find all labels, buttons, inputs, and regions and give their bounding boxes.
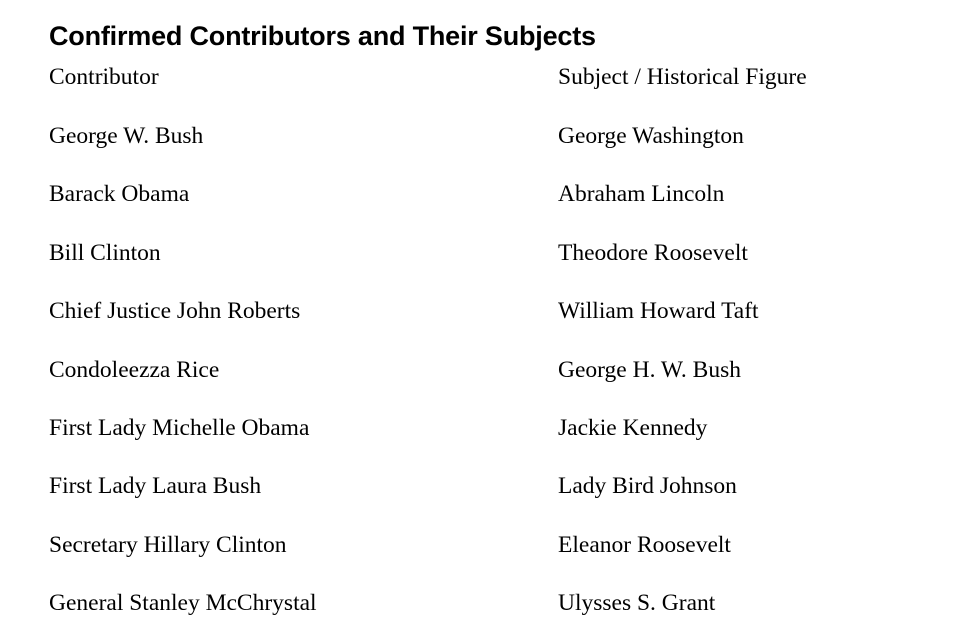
subject-cell: William Howard Taft (558, 298, 759, 325)
table-row (49, 175, 929, 233)
contributor-cell: George W. Bush (49, 123, 204, 149)
table-row (49, 526, 929, 584)
table-row (49, 351, 929, 409)
contributor-cell: First Lady Michelle Obama (49, 414, 310, 441)
subject-cell: Jackie Kennedy (558, 414, 708, 441)
table-row (49, 467, 929, 525)
contributor-cell: Condoleezza Rice (49, 356, 220, 383)
table-header-row (49, 58, 929, 117)
subject-cell: Abraham Lincoln (558, 181, 725, 208)
table-row (49, 409, 929, 467)
subject-cell: Eleanor Roosevelt (558, 531, 731, 558)
column-header-subject: Subject / Historical Figure (558, 64, 807, 90)
subject-cell: Lady Bird Johnson (558, 473, 737, 500)
table-row (49, 292, 929, 350)
subject-cell: Theodore Roosevelt (558, 239, 748, 266)
document-title: Confirmed Contributors and Their Subjects (49, 21, 596, 51)
contributor-cell: Barack Obama (49, 181, 190, 208)
table-row (49, 117, 929, 175)
table-row (49, 584, 929, 642)
column-header-contributor: Contributor (49, 64, 159, 90)
contributor-cell: General Stanley McChrystal (49, 590, 317, 617)
table-row (49, 234, 929, 292)
contributor-cell: Bill Clinton (49, 239, 161, 266)
subject-cell: Ulysses S. Grant (558, 590, 716, 617)
subject-cell: George Washington (558, 123, 744, 149)
contributor-cell: Chief Justice John Roberts (49, 298, 301, 325)
contributor-cell: Secretary Hillary Clinton (49, 531, 287, 558)
contributor-cell: First Lady Laura Bush (49, 473, 262, 500)
subject-cell: George H. W. Bush (558, 356, 741, 383)
contributors-table (49, 58, 929, 643)
